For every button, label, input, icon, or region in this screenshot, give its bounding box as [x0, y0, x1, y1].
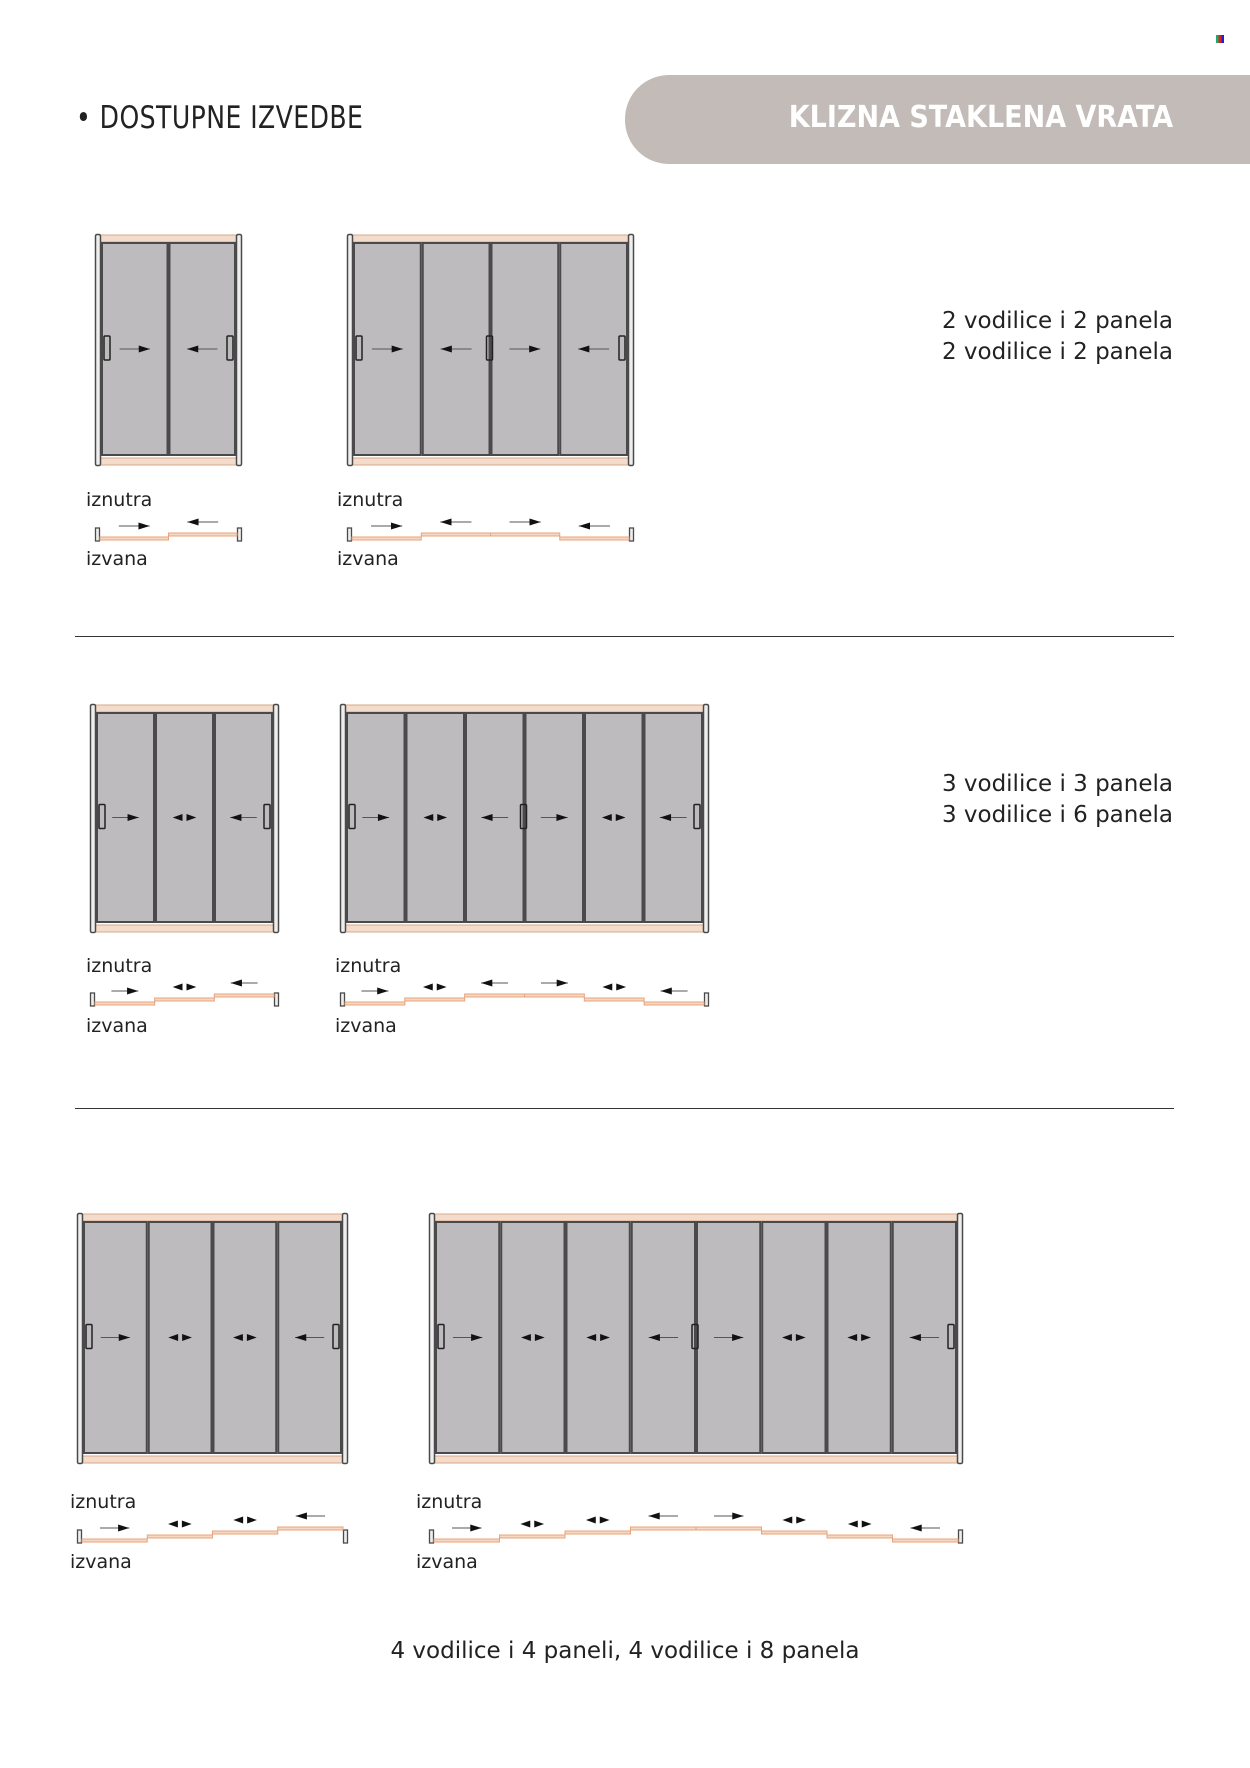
frame-post	[91, 705, 96, 933]
bottom-rail	[345, 925, 704, 932]
glass-panel	[585, 713, 643, 922]
track-panel	[434, 1539, 500, 1542]
arrow-right-icon	[616, 984, 626, 991]
glass-panel	[828, 1222, 891, 1453]
track-panel	[644, 1002, 704, 1005]
top-rail	[95, 705, 274, 712]
track-end-post	[959, 1530, 963, 1543]
bottom-rail	[82, 1456, 343, 1463]
track-panel	[565, 1531, 631, 1534]
track-panel	[352, 537, 421, 540]
track-panel	[345, 1002, 405, 1005]
track-panel	[584, 998, 644, 1001]
inside-label: iznutra	[337, 489, 404, 511]
track-panel	[465, 994, 525, 997]
arrow-right-icon	[600, 1517, 610, 1524]
frame-post	[348, 235, 353, 466]
track-panel	[169, 533, 238, 536]
door-diagram	[347, 234, 634, 547]
arrow-right-icon	[138, 523, 149, 530]
arrow-left-icon	[911, 1525, 922, 1532]
track-end-post	[344, 1530, 348, 1543]
arrow-right-icon	[796, 1517, 806, 1524]
top-rail	[352, 235, 629, 242]
arrow-right-icon	[862, 1521, 872, 1528]
track-end-post	[91, 993, 95, 1006]
frame-post	[96, 235, 101, 466]
track-panel	[491, 533, 560, 536]
bottom-rail	[352, 458, 629, 465]
frame-post	[78, 1214, 83, 1464]
arrow-right-icon	[470, 1525, 481, 1532]
frame-post	[629, 235, 634, 466]
frame-post	[341, 705, 346, 933]
arrow-right-icon	[732, 1513, 743, 1520]
glass-panel	[567, 1222, 630, 1453]
track-panel	[827, 1535, 893, 1538]
frame-post	[430, 1214, 435, 1464]
door-diagram	[77, 1213, 348, 1549]
arrow-right-icon	[377, 988, 388, 995]
arrow-left-icon	[440, 519, 451, 526]
track-panel	[696, 1527, 762, 1530]
inside-label: iznutra	[70, 1491, 137, 1513]
arrow-right-icon	[118, 1525, 129, 1532]
arrow-left-icon	[296, 1513, 307, 1520]
header-band-title: KLIZNA STAKLENA VRATA	[788, 100, 1173, 135]
arrow-right-icon	[127, 988, 138, 995]
page-title: • DOSTUPNE IZVEDBE	[76, 100, 364, 136]
track-panel	[214, 994, 274, 997]
arrow-left-icon	[649, 1513, 660, 1520]
track-end-post	[275, 993, 279, 1006]
arrow-right-icon	[391, 523, 402, 530]
door-diagram	[340, 704, 709, 1012]
section-2-description-2: 3 vodilice i 6 panela	[941, 802, 1173, 828]
frame-post	[237, 235, 242, 466]
inside-label: iznutra	[86, 489, 153, 511]
track-end-post	[630, 528, 634, 541]
top-rail	[100, 235, 237, 242]
bottom-rail	[95, 925, 274, 932]
arrow-right-icon	[530, 519, 541, 526]
arrow-right-icon	[437, 984, 447, 991]
arrow-left-icon	[661, 988, 672, 995]
track-panel	[421, 533, 490, 536]
section-1-description-2: 2 vodilice i 2 panela	[941, 339, 1173, 365]
track-panel	[560, 537, 629, 540]
glass-panel	[214, 1222, 277, 1453]
track-panel	[95, 1002, 155, 1005]
glass-panel	[156, 713, 213, 922]
outside-label: izvana	[337, 548, 399, 570]
frame-post	[274, 705, 279, 933]
top-rail	[345, 705, 704, 712]
track-panel	[155, 998, 215, 1001]
outside-label: izvana	[86, 1015, 148, 1037]
track-panel	[147, 1535, 212, 1538]
glass-panel	[407, 713, 465, 922]
outside-label: izvana	[416, 1551, 478, 1573]
arrow-right-icon	[557, 980, 568, 987]
track-panel	[278, 1527, 343, 1530]
track-end-post	[96, 528, 100, 541]
door-diagram	[429, 1213, 963, 1549]
arrow-right-icon	[534, 1521, 544, 1528]
bottom-rail	[100, 458, 237, 465]
color-mark	[1216, 35, 1224, 43]
track-panel	[500, 1535, 566, 1538]
glass-panel	[501, 1222, 564, 1453]
arrow-left-icon	[231, 980, 242, 987]
track-end-post	[348, 528, 352, 541]
inside-label: iznutra	[86, 955, 153, 977]
track-panel	[213, 1531, 278, 1534]
frame-post	[343, 1214, 348, 1464]
arrow-right-icon	[247, 1517, 257, 1524]
section-2-description-1: 3 vodilice i 3 panela	[941, 771, 1173, 797]
track-panel	[631, 1527, 697, 1530]
arrow-right-icon	[182, 1521, 192, 1528]
section-divider	[75, 1108, 1174, 1109]
track-panel	[762, 1531, 828, 1534]
track-end-post	[705, 993, 709, 1006]
track-end-post	[238, 528, 242, 541]
arrow-left-icon	[187, 519, 198, 526]
door-diagram	[95, 234, 242, 547]
track-panel	[100, 537, 169, 540]
track-panel	[525, 994, 585, 997]
section-1-description-1: 2 vodilice i 2 panela	[941, 308, 1173, 334]
arrow-left-icon	[481, 980, 492, 987]
track-end-post	[430, 1530, 434, 1543]
arrow-left-icon	[579, 523, 590, 530]
frame-post	[958, 1214, 963, 1464]
arrow-right-icon	[187, 984, 197, 991]
door-diagram	[90, 704, 279, 1012]
track-panel	[893, 1539, 959, 1542]
inside-label: iznutra	[416, 1491, 483, 1513]
section-3-caption: 4 vodilice i 4 paneli, 4 vodilice i 8 panela	[390, 1638, 860, 1664]
top-rail	[434, 1214, 958, 1221]
bottom-rail	[434, 1456, 958, 1463]
outside-label: izvana	[335, 1015, 397, 1037]
outside-label: izvana	[70, 1551, 132, 1573]
top-rail	[82, 1214, 343, 1221]
track-end-post	[341, 993, 345, 1006]
section-divider	[75, 636, 1174, 637]
track-panel	[82, 1539, 147, 1542]
track-panel	[405, 998, 465, 1001]
inside-label: iznutra	[335, 955, 402, 977]
glass-panel	[762, 1222, 825, 1453]
glass-panel	[149, 1222, 212, 1453]
track-end-post	[78, 1530, 82, 1543]
outside-label: izvana	[86, 548, 148, 570]
frame-post	[704, 705, 709, 933]
